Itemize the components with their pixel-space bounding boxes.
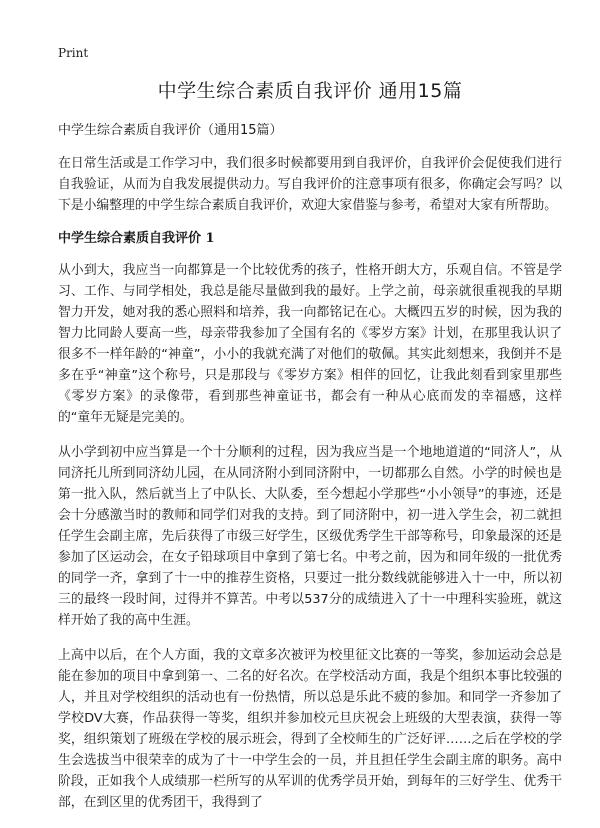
section-heading: 中学生综合素质自我评价 1 — [58, 231, 215, 246]
body-paragraph-2: 从小学到初中应当算是一个十分顺利的过程，因为我应当是一个地地道道的“同济人”，从同济托儿所到同济幼儿园，在从同济附小到同济附中，一切都那么自然。小学的时候也是第一批入队，然后就当上了中队长、大队委，至今想起小学那些“小小领导”的事迹，还是会十分感激当时的教师和同学们对我的支持。到了同济附中，初一进入学生会，初二就担任学生会副主席，先后获得了市级三好学生，区级优秀学生干部等称号，印象最深的还是参加了区运动会，在女子铅球项目中拿到了第七名。中考之前，因为和同年级的一批优秀的同学一齐，拿到了十一中的推荐生资格，只要过一批分数线就能够进入十一中，所以初三的最终一段时间，过得并不算苦。中考以537分的成绩进入了十一中理科实验班，就这样开始了我的高中生涯。 — [58, 445, 562, 628]
print-link[interactable]: Print — [58, 46, 89, 60]
page-title: 中学生综合素质自我评价 通用15篇 — [157, 80, 463, 102]
intro-paragraph: 在日常生活或是工作学习中，我们很多时候都要用到自我评价，自我评价会促使我们进行自我验证，从而为自我发展提供动力。写自我评价的注意事项有很多，你确定会写吗？以下是小编整理的中学生综合素质自我评价，欢迎大家借鉴与参考，希望对大家有所帮助。 — [58, 156, 562, 213]
document-subtitle: 中学生综合素质自我评价（通用15篇） — [58, 123, 283, 138]
document-body — [58, 122, 562, 827]
body-paragraph-1: 从小到大，我应当一向都算是一个比较优秀的孩子，性格开朗大方，乐观自信。不管是学习、工作、与同学相处，我总是能尽量做到我的最好。上学之前，母亲就很重视我的早期智力开发，她对我的悉心照料和培养，我一向都铭记在心。大概四五岁的时候，因为我的智力比同龄人要高一些，母亲带我参加了全国有名的《零岁方案》计划，在那里我认识了很多不一样年龄的“神童”，小小的我就充满了对他们的敬佩。其实此刻想来，我倒并不是多在乎“神童”这个称号，只是那段与《零岁方案》相伴的回忆，让我此刻看到家里那些《零岁方案》的录像带，看到那些神童证书，都会有一种从心底而发的幸福感，这样的“童年无疑是完美的。 — [58, 263, 562, 425]
body-paragraph-3: 上高中以后，在个人方面，我的文章多次被评为校里征文比赛的一等奖，参加运动会总是能在参加的项目中拿到第一、二名的好名次。在学校活动方面，我是个组织本事比较强的人，并且对学校组织的活动也有一份热情，所以总是乐此不疲的参加。和同学一齐参加了学校DV大赛，作品获得一等奖，组织并参加校元旦庆祝会上班级的大型表演，获得一等奖，组织策划了班级在学校的展示班会，得到了全校师生的广泛好评……之后在学校的学生会选拔当中很荣幸的成为了十一中学生会的一员，并且担任学生会副主席的职务。高中阶段，正如我个人成绩那一栏所写的从军训的优秀学员开始，到每年的三好学生、优秀干部，在到区里的优秀团干，我得到了 — [58, 648, 562, 810]
